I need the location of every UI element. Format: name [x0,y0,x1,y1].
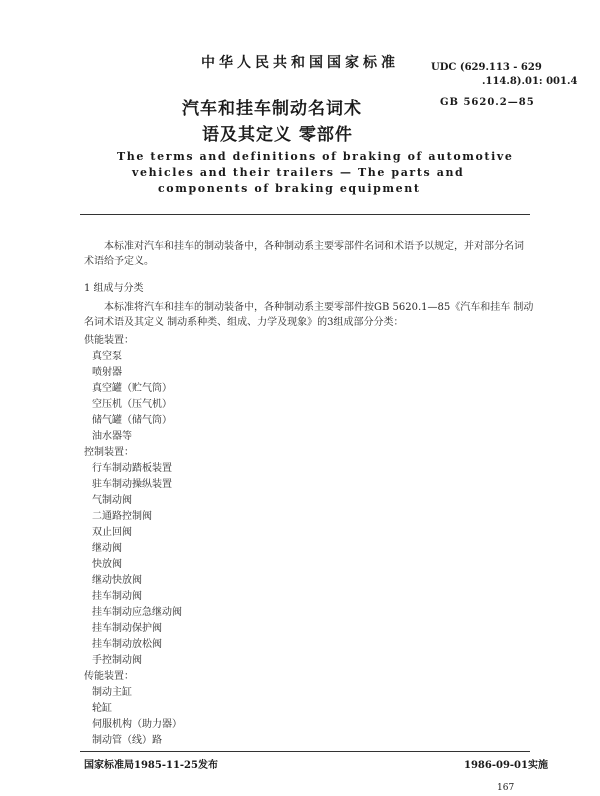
page-number: 167 [497,783,515,793]
header-divider [80,214,530,215]
classification-para-line1: 本标准将汽车和挂车的制动装备中，各种制动系主要零部件按GB 5620.1—85《汽车和挂车 制动 [104,302,534,313]
list-item: 真空泵 [92,351,122,362]
list-item: 挂车制动保护阀 [92,623,162,634]
list-item: 真空罐（贮气筒） [92,383,172,394]
list-item: 二通路控制阀 [92,511,152,522]
intro-line1: 本标准对汽车和挂车的制动装备中，各种制动系主要零部件名词和术语予以规定，并对部分名词 [104,241,524,252]
standard-header: 中华人民共和国国家标准 [201,55,399,71]
category-heading: 供能装置： [84,335,134,346]
list-item: 快放阀 [92,559,122,570]
list-item: 继动快放阀 [92,575,142,586]
footer-divider [80,751,530,752]
list-item: 双止回阀 [92,527,132,538]
list-item: 行车制动踏板装置 [92,463,172,474]
publisher-info: 国家标准局1985-11-25发布 [84,760,218,771]
list-item: 挂车制动阀 [92,591,142,602]
list-item: 空压机（压气机） [92,399,172,410]
gb-standard-number: GB 5620.2—85 [440,97,535,108]
title-en-line1: The terms and definitions of braking of automotive [117,150,514,163]
list-item: 制动主缸 [92,687,132,698]
section-heading: 1 组成与分类 [84,283,144,294]
list-item: 继动阀 [92,543,122,554]
list-item: 挂车制动应急继动阀 [92,607,182,618]
list-item: 油水器等 [92,431,132,442]
title-zh-line1: 汽车和挂车制动名词术 [182,99,362,119]
intro-line2: 术语给予定义。 [84,256,154,267]
list-item: 手控制动阀 [92,655,142,666]
title-en-line2: vehicles and their trailers — The parts and [132,166,465,179]
category-heading: 控制装置： [84,447,134,458]
title-en-line3: components of braking equipment [158,182,421,195]
effective-date: 1986-09-01实施 [464,760,548,771]
classification-para-line2: 名词术语及其定义 制动系种类、组成、力学及现象》的3组成部分分类： [84,317,404,328]
udc-code-line2: .114.8).01: 001.4 [482,76,578,87]
title-zh-line2: 语及其定义 零部件 [202,125,353,145]
list-item: 伺服机构（助力器） [92,719,182,730]
list-item: 挂车制动放松阀 [92,639,162,650]
category-heading: 传能装置： [84,671,134,682]
list-item: 储气罐（储气筒） [92,415,172,426]
list-item: 驻车制动操纵装置 [92,479,172,490]
udc-code-line1: UDC (629.113 - 629 [431,62,542,73]
list-item: 气制动阀 [92,495,132,506]
list-item: 轮缸 [92,703,112,714]
list-item: 制动管（线）路 [92,735,162,746]
list-item: 喷射器 [92,367,122,378]
